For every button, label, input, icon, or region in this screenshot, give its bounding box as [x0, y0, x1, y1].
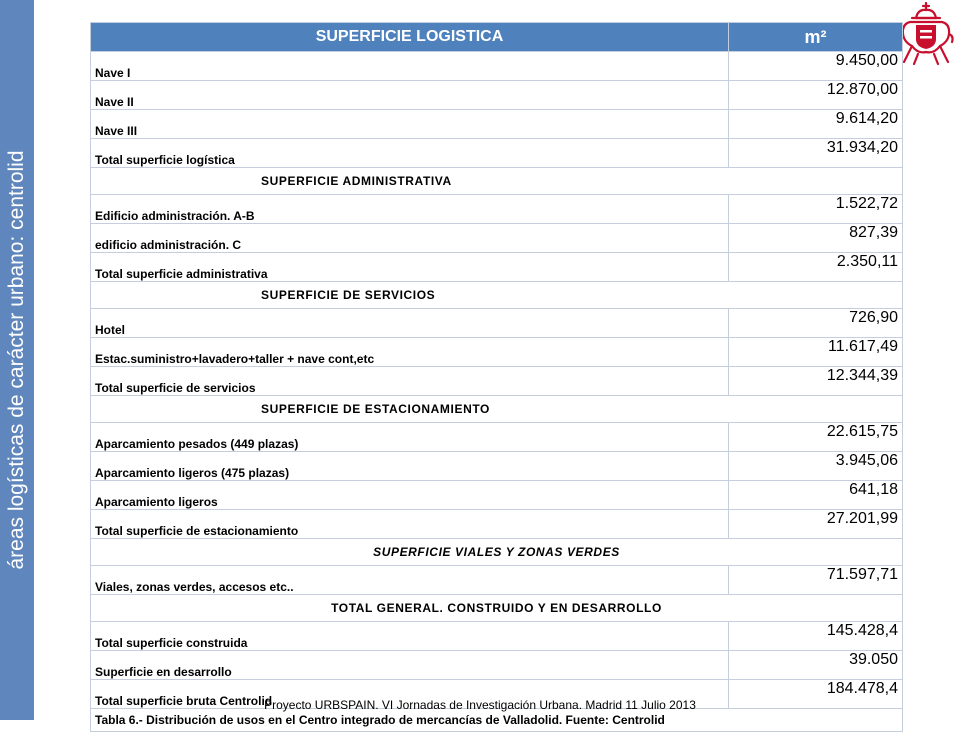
sidebar: [0, 0, 34, 720]
row-value: 3.945,06: [729, 452, 903, 481]
section-title-estacionamiento: SUPERFICIE DE ESTACIONAMIENTO: [91, 396, 903, 423]
row-label: Total superficie de estacionamiento: [91, 510, 729, 539]
table-row: [91, 52, 903, 81]
table-row: [91, 651, 903, 680]
section-header: [91, 595, 903, 622]
coat-of-arms-logo: [898, 2, 954, 66]
section-title-viales: SUPERFICIE VIALES Y ZONAS VERDES: [91, 539, 903, 566]
table-row: [91, 622, 903, 651]
section-title-administrativa: SUPERFICIE ADMINISTRATIVA: [91, 168, 903, 195]
row-label: Aparcamiento ligeros: [91, 481, 729, 510]
row-value: 827,39: [729, 224, 903, 253]
section-header: [91, 396, 903, 423]
section-title-servicios: SUPERFICIE DE SERVICIOS: [91, 282, 903, 309]
table-row: [91, 253, 903, 282]
row-value: 22.615,75: [729, 423, 903, 452]
row-label: Total superficie logística: [91, 139, 729, 168]
table-row: [91, 139, 903, 168]
row-label: Total superficie administrativa: [91, 253, 729, 282]
table-row: [91, 566, 903, 595]
table-row: [91, 510, 903, 539]
table-row: [91, 338, 903, 367]
row-value: 12.870,00: [729, 81, 903, 110]
row-label: Total superficie construida: [91, 622, 729, 651]
table-row: [91, 110, 903, 139]
row-label: Aparcamiento pesados (449 plazas): [91, 423, 729, 452]
row-value: 9.450,00: [729, 52, 903, 81]
row-value: 184.478,4: [729, 680, 903, 709]
table-header: [91, 23, 903, 52]
row-label: Nave II: [91, 81, 729, 110]
header-label: SUPERFICIE LOGISTICA: [91, 23, 729, 52]
row-value: 726,90: [729, 309, 903, 338]
row-value: 641,18: [729, 481, 903, 510]
row-label: Edificio administración. A-B: [91, 195, 729, 224]
row-value: 71.597,71: [729, 566, 903, 595]
row-label: Total superficie bruta Centrolid: [91, 680, 729, 709]
section-header: [91, 539, 903, 566]
section-title-general: TOTAL GENERAL. CONSTRUIDO Y EN DESARROLLO: [91, 595, 903, 622]
row-label: Estac.suministro+lavadero+taller + nave cont,etc: [91, 338, 729, 367]
row-value: 1.522,72: [729, 195, 903, 224]
table-caption: Tabla 6.- Distribución de usos en el Centro integrado de mercancías de Valladolid. Fuente: Centrolid: [91, 709, 903, 732]
row-label: Superficie en desarrollo: [91, 651, 729, 680]
surface-table: [90, 22, 903, 732]
row-label: Hotel: [91, 309, 729, 338]
row-label: Aparcamiento ligeros (475 plazas): [91, 452, 729, 481]
table-row: [91, 423, 903, 452]
table-row: [91, 224, 903, 253]
table-row: [91, 452, 903, 481]
row-label: Nave I: [91, 52, 729, 81]
row-value: 12.344,39: [729, 367, 903, 396]
row-value: 2.350,11: [729, 253, 903, 282]
table-row: [91, 309, 903, 338]
header-unit: m²: [729, 23, 903, 52]
footer-text: Proyecto URBSPAIN. VI Jornadas de Investigación Urbana. Madrid 11 Julio 2013: [264, 698, 696, 712]
row-label: Viales, zonas verdes, accesos etc..: [91, 566, 729, 595]
table-row: [91, 481, 903, 510]
table-row: [91, 81, 903, 110]
row-value: 27.201,99: [729, 510, 903, 539]
row-label: Total superficie de servicios: [91, 367, 729, 396]
row-label: Nave III: [91, 110, 729, 139]
row-value: 39.050: [729, 651, 903, 680]
table-row: [91, 195, 903, 224]
section-header: [91, 168, 903, 195]
section-header: [91, 282, 903, 309]
row-value: 31.934,20: [729, 139, 903, 168]
sidebar-title: áreas logísticas de carácter urbano: centrolid: [5, 150, 28, 570]
row-value: 145.428,4: [729, 622, 903, 651]
table-row: [91, 367, 903, 396]
row-label: edificio administración. C: [91, 224, 729, 253]
row-value: 9.614,20: [729, 110, 903, 139]
row-value: 11.617,49: [729, 338, 903, 367]
